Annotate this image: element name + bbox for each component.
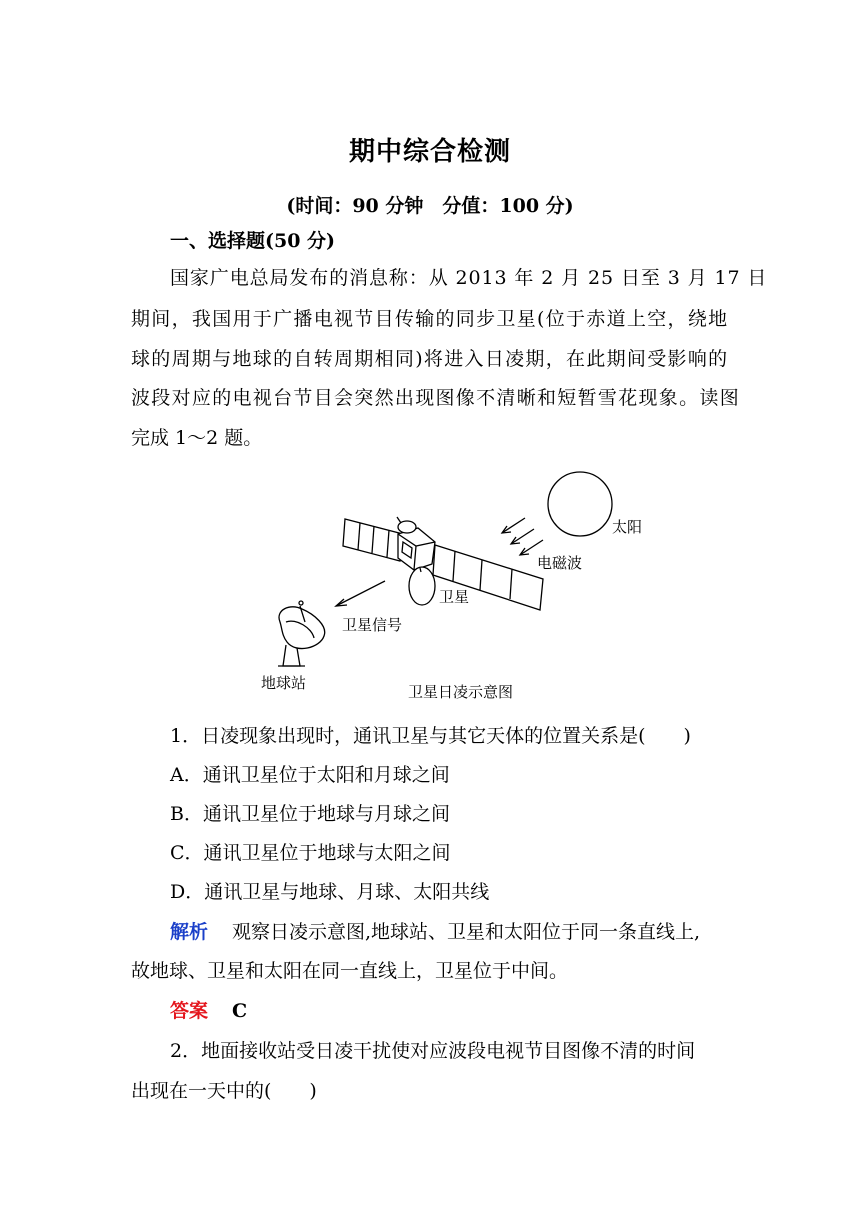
question-1-stem: 1．日凌现象出现时，通讯卫星与其它天体的位置关系是( ) [170, 725, 691, 747]
signal-label: 卫星信号 [342, 616, 403, 634]
intro-line: 球的周期与地球的自转周期相同)将进入日凌期，在此期间受影响的 [131, 348, 729, 370]
sun-label: 太阳 [612, 518, 643, 536]
solar-panel-left [343, 519, 403, 561]
question-1-option-b: B．通讯卫星位于地球与月球之间 [170, 803, 450, 825]
satellite-icon [397, 517, 435, 605]
sun-icon [548, 472, 612, 536]
question-1-option-a: A．通讯卫星位于太阳和月球之间 [170, 764, 450, 786]
signal-arrow [336, 581, 385, 606]
station-label: 地球站 [261, 674, 307, 692]
analysis-text: 观察日凌示意图,地球站、卫星和太阳位于同一条直线上, [232, 921, 701, 943]
figure-caption: 卫星日凌示意图 [408, 683, 514, 701]
question-1-option-d: D．通讯卫星与地球、月球、太阳共线 [170, 881, 490, 903]
intro-line: 期间，我国用于广播电视节目传输的同步卫星(位于赤道上空，绕地 [131, 308, 729, 330]
intro-line: 完成 1～2 题。 [131, 427, 263, 449]
intro-line: 国家广电总局发布的消息称：从 2013 年 2 月 25 日至 3 月 17 日 [170, 267, 768, 289]
section-heading: 一、选择题(50 分) [170, 230, 336, 252]
intro-line: 波段对应的电视台节目会突然出现图像不清晰和短暂雪花现象。读图 [131, 387, 741, 409]
page-title: 期中综合检测 [348, 137, 511, 167]
answer-label: 答案 [170, 1000, 209, 1022]
analysis-label: 解析 [170, 921, 209, 943]
analysis-text: 故地球、卫星和太阳在同一直线上，卫星位于中间。 [131, 960, 569, 982]
satellite-diagram [250, 462, 643, 707]
ground-station-icon [278, 601, 325, 666]
answer-value: C [232, 1000, 248, 1022]
question-1-option-c: C．通讯卫星位于地球与太阳之间 [170, 842, 451, 864]
question-2-stem: 2．地面接收站受日凌干扰使对应波段电视节目图像不清的时间 [170, 1040, 696, 1062]
exam-meta: (时间：90 分钟 分值：100 分) [286, 195, 574, 217]
em-wave-arrows [502, 518, 543, 555]
question-2-stem: 出现在一天中的( ) [131, 1080, 317, 1102]
em-wave-label: 电磁波 [537, 554, 583, 572]
satellite-label: 卫星 [439, 588, 470, 606]
